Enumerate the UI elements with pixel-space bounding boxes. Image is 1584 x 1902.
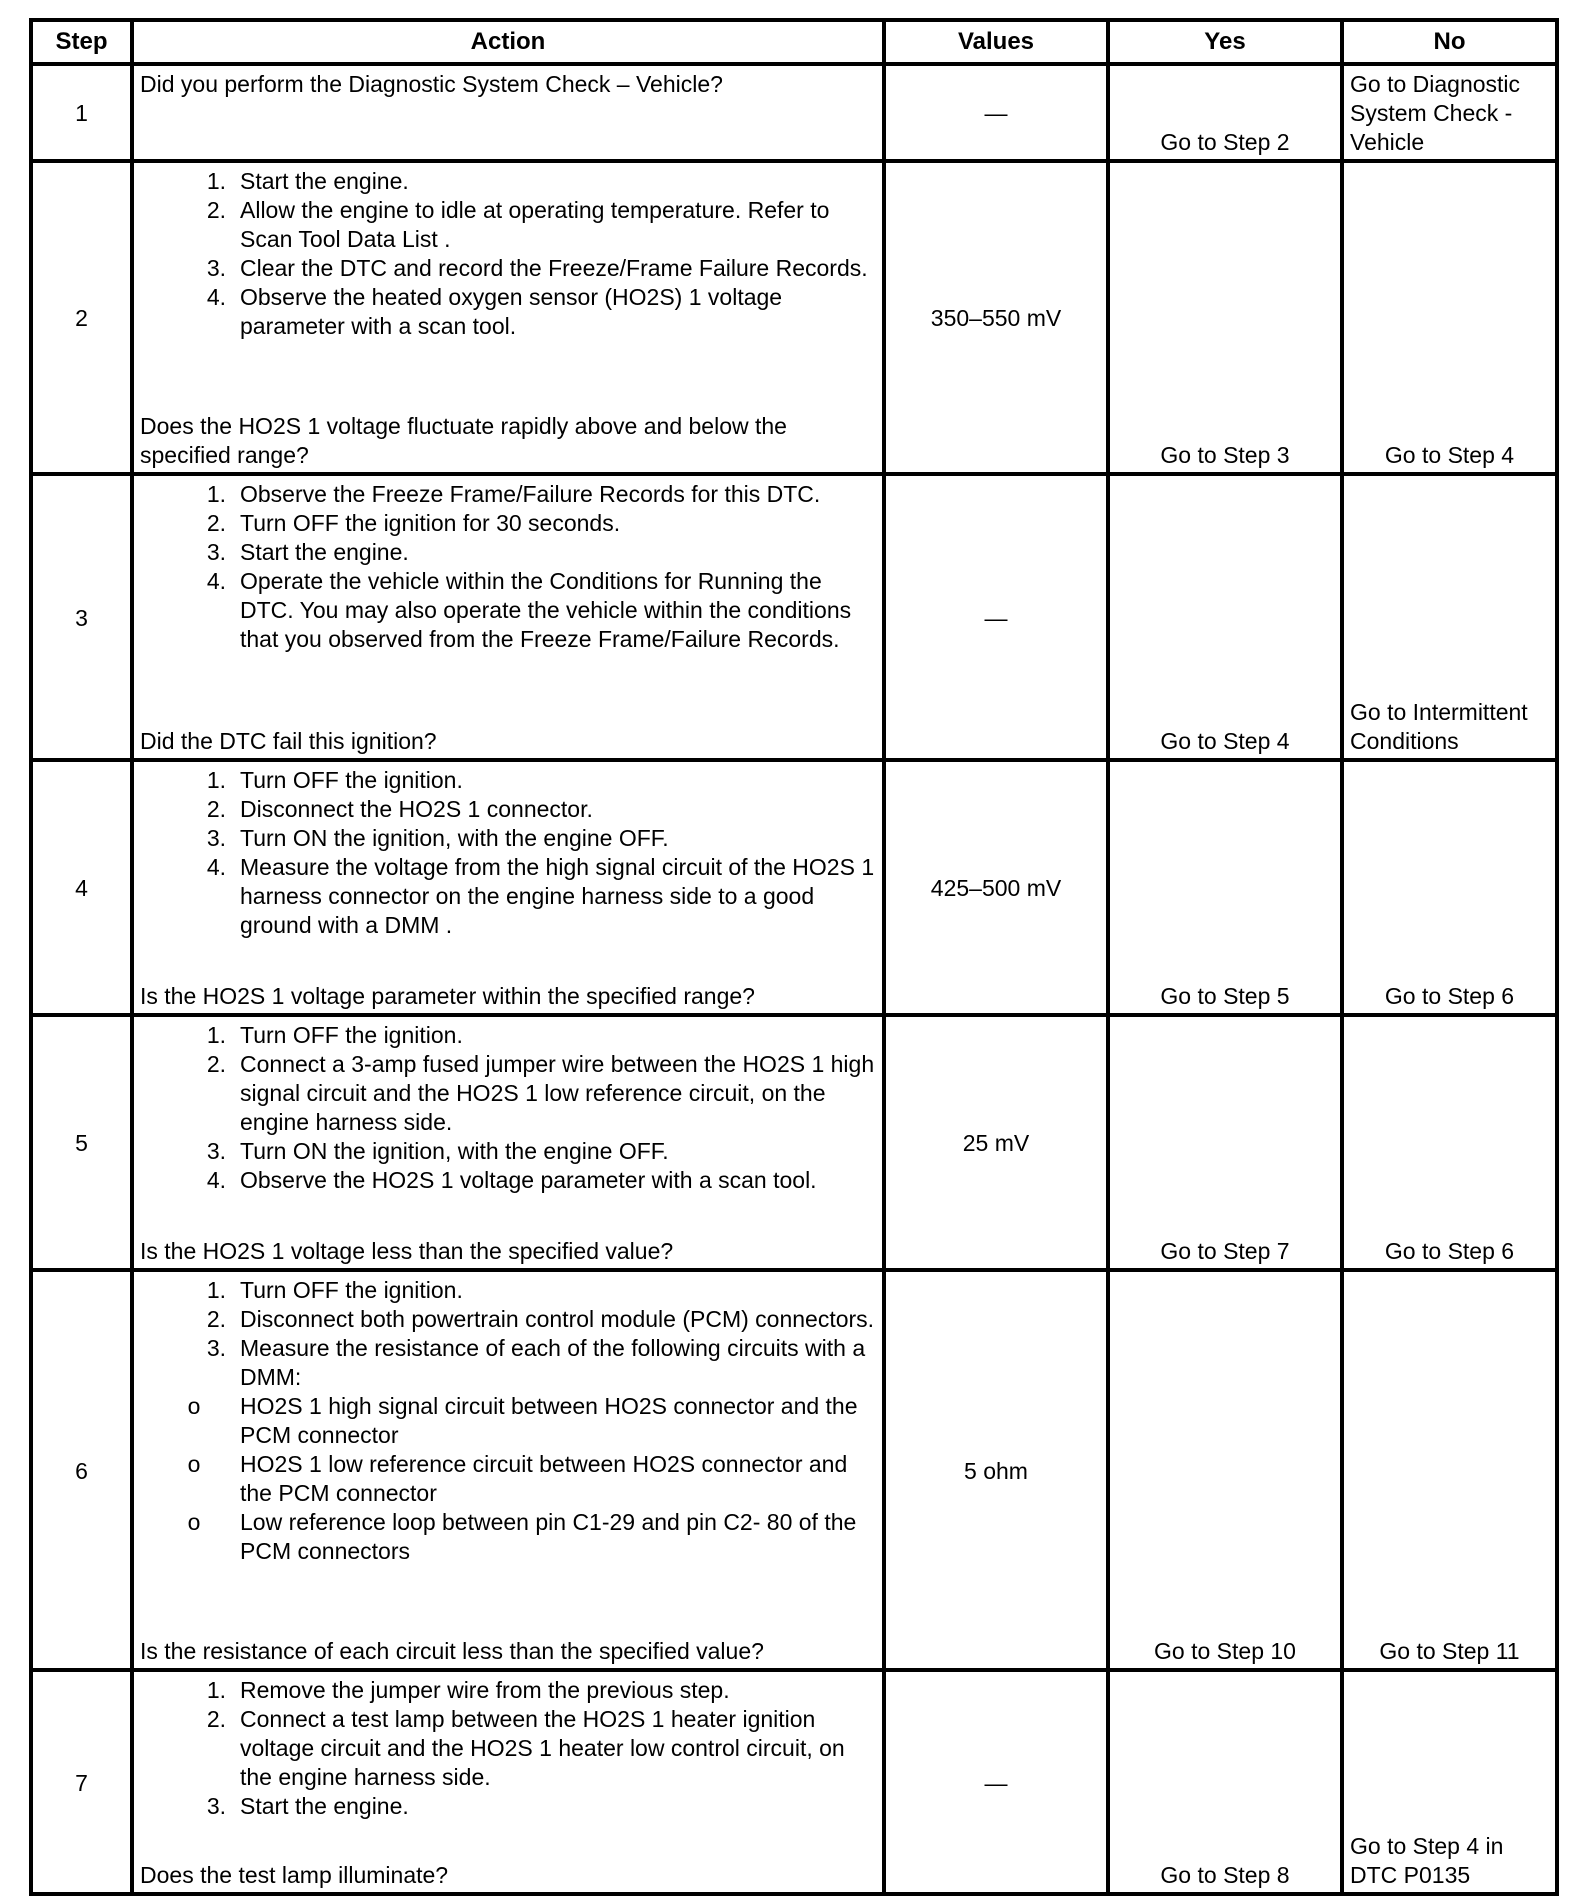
yes-header: Yes <box>1108 20 1342 64</box>
action-step <box>184 853 876 940</box>
action-question: Is the HO2S 1 voltage parameter within the specified range? <box>140 983 755 1009</box>
step-text: Turn OFF the ignition. <box>240 1277 463 1303</box>
action-question: Is the resistance of each circuit less than the specified value? <box>140 1638 764 1664</box>
values-cell: 425–500 mV <box>884 760 1108 1015</box>
step-text: Turn ON the ignition, with the engine OFF. <box>240 825 669 851</box>
action-cell <box>132 474 884 760</box>
action-steps <box>140 480 876 654</box>
step-index: 2. <box>206 1051 226 1077</box>
action-cell <box>132 1670 884 1894</box>
action-step <box>184 254 876 283</box>
action-step <box>184 1705 876 1792</box>
step-number: 5 <box>31 1015 132 1270</box>
step-index: 3. <box>206 539 226 565</box>
table-row <box>31 474 1557 760</box>
action-step <box>184 1166 876 1195</box>
action-step <box>184 824 876 853</box>
action-steps <box>140 766 876 940</box>
step-text: Turn OFF the ignition. <box>240 1022 463 1048</box>
circle-bullet-icon: o <box>187 1393 201 1419</box>
step-text: Observe the HO2S 1 voltage parameter with a scan tool. <box>240 1167 817 1193</box>
step-index: 3. <box>206 1335 226 1361</box>
action-question: Did the DTC fail this ignition? <box>140 728 437 754</box>
action-step <box>184 196 876 254</box>
values-cell: — <box>884 1670 1108 1894</box>
step-index: 4. <box>206 1167 226 1193</box>
step-index: 4. <box>206 854 226 880</box>
yes-cell: Go to Step 4 <box>1108 474 1342 760</box>
no-cell: Go to Step 6 <box>1342 1015 1557 1270</box>
step-index: 3. <box>206 255 226 281</box>
step-header: Step <box>31 20 132 64</box>
step-number: 3 <box>31 474 132 760</box>
table-row <box>31 64 1557 161</box>
step-number: 4 <box>31 760 132 1015</box>
step-text: Measure the resistance of each of the following circuits with a DMM: <box>240 1335 866 1390</box>
step-index: 2. <box>206 510 226 536</box>
yes-cell: Go to Step 5 <box>1108 760 1342 1015</box>
circuit-text: HO2S 1 high signal circuit between HO2S connector and the PCM connector <box>240 1393 858 1448</box>
action-step <box>184 509 876 538</box>
action-steps <box>140 167 876 341</box>
step-text: Turn OFF the ignition. <box>240 767 463 793</box>
step-text: Measure the voltage from the high signal circuit of the HO2S 1 harness connector on the engine harness side to a good ground with a DMM . <box>240 854 875 938</box>
action-question: Is the HO2S 1 voltage less than the specified value? <box>140 1238 674 1264</box>
step-text: Disconnect both powertrain control module (PCM) connectors. <box>240 1306 875 1332</box>
step-text: Connect a 3-amp fused jumper wire between the HO2S 1 high signal circuit and the HO2S 1 low reference circuit, on the engine harness side. <box>240 1051 875 1135</box>
no-cell: Go to Diagnostic System Check - Vehicle <box>1342 64 1557 161</box>
table-row <box>31 161 1557 474</box>
circuit-item <box>184 1392 876 1450</box>
action-step <box>184 766 876 795</box>
action-question: Does the HO2S 1 voltage fluctuate rapidly above and below the specified range? <box>140 413 787 468</box>
action-step <box>184 1305 876 1334</box>
action-step <box>184 1676 876 1705</box>
action-step <box>184 1050 876 1137</box>
step-index: 2. <box>206 197 226 223</box>
action-step <box>184 1276 876 1305</box>
no-cell: Go to Step 11 <box>1342 1270 1557 1670</box>
step-index: 4. <box>206 568 226 594</box>
action-cell <box>132 64 884 161</box>
table-row <box>31 1015 1557 1270</box>
yes-cell: Go to Step 10 <box>1108 1270 1342 1670</box>
step-text: Start the engine. <box>240 539 409 565</box>
header-row <box>31 20 1557 64</box>
no-header: No <box>1342 20 1557 64</box>
values-cell: — <box>884 64 1108 161</box>
action-step <box>184 1792 876 1821</box>
values-cell: 5 ohm <box>884 1270 1108 1670</box>
step-text: Start the engine. <box>240 1793 409 1819</box>
step-text: Connect a test lamp between the HO2S 1 heater ignition voltage circuit and the HO2S 1 heater low control circuit, on the engine harness side. <box>240 1706 845 1790</box>
step-index: 1. <box>206 767 226 793</box>
step-index: 2. <box>206 796 226 822</box>
step-index: 1. <box>206 168 226 194</box>
step-index: 1. <box>206 1277 226 1303</box>
step-number: 7 <box>31 1670 132 1894</box>
no-cell: Go to Step 6 <box>1342 760 1557 1015</box>
no-cell: Go to Intermittent Conditions <box>1342 474 1557 760</box>
no-cell: Go to Step 4 <box>1342 161 1557 474</box>
action-steps <box>140 1276 876 1392</box>
step-number: 1 <box>31 64 132 161</box>
action-step <box>184 480 876 509</box>
step-text: Turn OFF the ignition for 30 seconds. <box>240 510 621 536</box>
circle-bullet-icon: o <box>187 1509 201 1535</box>
step-text: Turn ON the ignition, with the engine OFF. <box>240 1138 669 1164</box>
action-step <box>184 1334 876 1392</box>
action-steps <box>140 1021 876 1195</box>
step-index: 2. <box>206 1306 226 1332</box>
yes-cell: Go to Step 7 <box>1108 1015 1342 1270</box>
circuit-list <box>140 1392 876 1566</box>
table-row <box>31 760 1557 1015</box>
values-cell: 25 mV <box>884 1015 1108 1270</box>
step-text: Start the engine. <box>240 168 409 194</box>
step-index: 1. <box>206 1677 226 1703</box>
step-text: Disconnect the HO2S 1 connector. <box>240 796 593 822</box>
action-step <box>184 567 876 654</box>
step-number: 6 <box>31 1270 132 1670</box>
action-steps <box>140 1676 876 1821</box>
action-question: Did you perform the Diagnostic System Check – Vehicle? <box>140 71 723 97</box>
table-row <box>31 1270 1557 1670</box>
action-cell <box>132 1270 884 1670</box>
step-text: Operate the vehicle within the Conditions for Running the DTC. You may also operate the vehicle within the conditions that you observed from the Freeze Frame/Failure Records. <box>240 568 852 652</box>
yes-cell: Go to Step 3 <box>1108 161 1342 474</box>
step-text: Clear the DTC and record the Freeze/Frame Failure Records. <box>240 255 868 281</box>
action-step <box>184 1137 876 1166</box>
circuit-text: HO2S 1 low reference circuit between HO2S connector and the PCM connector <box>240 1451 848 1506</box>
action-header: Action <box>132 20 884 64</box>
yes-cell: Go to Step 8 <box>1108 1670 1342 1894</box>
step-text: Observe the heated oxygen sensor (HO2S) 1 voltage parameter with a scan tool. <box>240 284 783 339</box>
values-cell: 350–550 mV <box>884 161 1108 474</box>
action-cell <box>132 161 884 474</box>
action-cell <box>132 760 884 1015</box>
action-step <box>184 167 876 196</box>
table-row <box>31 1670 1557 1894</box>
action-step <box>184 283 876 341</box>
no-cell: Go to Step 4 in DTC P0135 <box>1342 1670 1557 1894</box>
action-step <box>184 538 876 567</box>
action-step <box>184 1021 876 1050</box>
step-index: 3. <box>206 825 226 851</box>
yes-cell: Go to Step 2 <box>1108 64 1342 161</box>
action-cell <box>132 1015 884 1270</box>
circuit-item <box>184 1508 876 1566</box>
circuit-text: Low reference loop between pin C1-29 and pin C2- 80 of the PCM connectors <box>240 1509 857 1564</box>
step-index: 1. <box>206 481 226 507</box>
step-index: 3. <box>206 1138 226 1164</box>
circle-bullet-icon: o <box>187 1451 201 1477</box>
step-text: Remove the jumper wire from the previous step. <box>240 1677 730 1703</box>
step-text: Allow the engine to idle at operating temperature. Refer to Scan Tool Data List . <box>240 197 830 252</box>
values-cell: — <box>884 474 1108 760</box>
circuit-item <box>184 1450 876 1508</box>
action-step <box>184 795 876 824</box>
values-header: Values <box>884 20 1108 64</box>
action-question: Does the test lamp illuminate? <box>140 1862 449 1888</box>
step-index: 4. <box>206 284 226 310</box>
step-index: 2. <box>206 1706 226 1732</box>
step-text: Observe the Freeze Frame/Failure Records for this DTC. <box>240 481 821 507</box>
diagnostic-table <box>29 18 1559 1896</box>
step-index: 1. <box>206 1022 226 1048</box>
step-number: 2 <box>31 161 132 474</box>
step-index: 3. <box>206 1793 226 1819</box>
